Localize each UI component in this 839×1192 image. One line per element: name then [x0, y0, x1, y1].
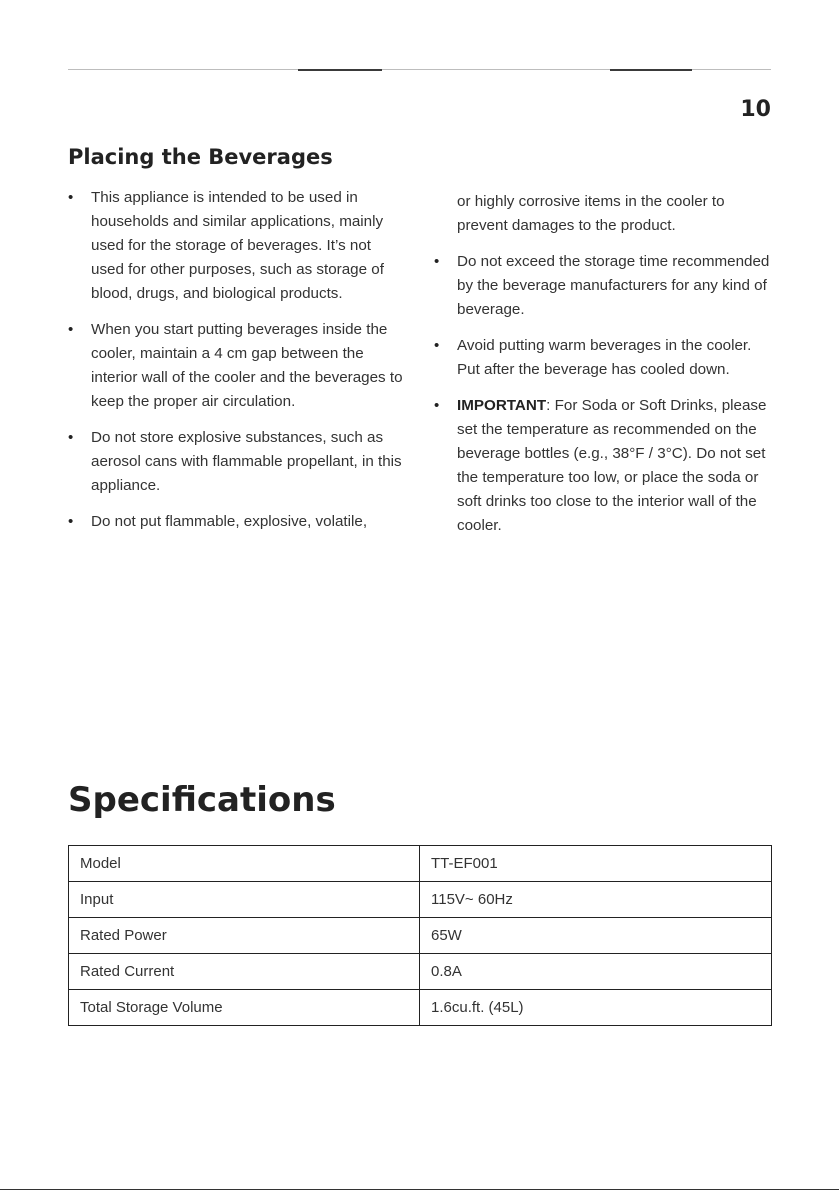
important-note	[434, 394, 774, 538]
specifications-title: Specifications	[68, 780, 336, 820]
table-row	[69, 990, 772, 1026]
table-row	[69, 918, 772, 954]
table-row	[69, 954, 772, 990]
bullet-icon: •	[434, 337, 440, 354]
spec-label: Rated Power	[69, 918, 420, 954]
spec-value: 115V~ 60Hz	[420, 882, 772, 918]
bullet-icon: •	[434, 253, 440, 270]
spec-value: 0.8A	[420, 954, 772, 990]
table-row	[69, 846, 772, 882]
list-item	[68, 186, 408, 306]
list-item-text: This appliance is intended to be used in households and similar applications, mainly used for the storage of beverages. It’s not used for other purposes, such as storage of blood, drugs, and biological products.	[91, 189, 384, 302]
spec-label: Model	[69, 846, 420, 882]
list-item-text: Do not put flammable, explosive, volatile,	[91, 513, 368, 530]
list-item	[68, 318, 408, 414]
bullet-icon: •	[68, 321, 74, 338]
bullet-icon: •	[68, 189, 74, 206]
specifications-table	[68, 845, 772, 1026]
section-title: Placing the Beverages	[68, 145, 333, 169]
table-row	[69, 882, 772, 918]
header-divider-accent	[298, 69, 382, 71]
bullet-icon: •	[68, 429, 74, 446]
list-item-continuation: or highly corrosive items in the cooler to prevent damages to the product.	[457, 193, 725, 234]
bullet-icon: •	[68, 513, 74, 530]
list-item-text: Do not exceed the storage time recommended by the beverage manufacturers for any kind of beverage.	[457, 253, 770, 318]
list-item	[434, 250, 774, 322]
right-column	[434, 190, 774, 550]
spec-value: TT-EF001	[420, 846, 772, 882]
spec-label: Rated Current	[69, 954, 420, 990]
page-number: 10	[740, 97, 771, 122]
list-item	[68, 510, 408, 534]
list-item	[68, 426, 408, 498]
list-item-text: Do not store explosive substances, such as aerosol cans with flammable propellant, in this appliance.	[91, 429, 402, 494]
footer-divider	[0, 1189, 839, 1190]
spec-value: 1.6cu.ft. (45L)	[420, 990, 772, 1026]
bullet-icon: •	[434, 397, 440, 414]
spec-label: Input	[69, 882, 420, 918]
spec-label: Total Storage Volume	[69, 990, 420, 1026]
list-item-text: When you start putting beverages inside the cooler, maintain a 4 cm gap between the interior wall of the cooler and the beverages to keep the proper air circulation.	[91, 321, 403, 410]
list-item-text: Avoid putting warm beverages in the cooler. Put after the beverage has cooled down.	[457, 337, 752, 378]
important-text: : For Soda or Soft Drinks, please set the temperature as recommended on the beverage bottles (e.g., 38°F / 3°C). Do not set the temperature too low, or place the soda or soft drinks too close to the interior wall of the cooler.	[457, 397, 767, 534]
spec-value: 65W	[420, 918, 772, 954]
list-item	[434, 334, 774, 382]
header-divider-accent	[610, 69, 692, 71]
important-label: IMPORTANT	[457, 397, 547, 414]
left-column	[68, 186, 408, 546]
